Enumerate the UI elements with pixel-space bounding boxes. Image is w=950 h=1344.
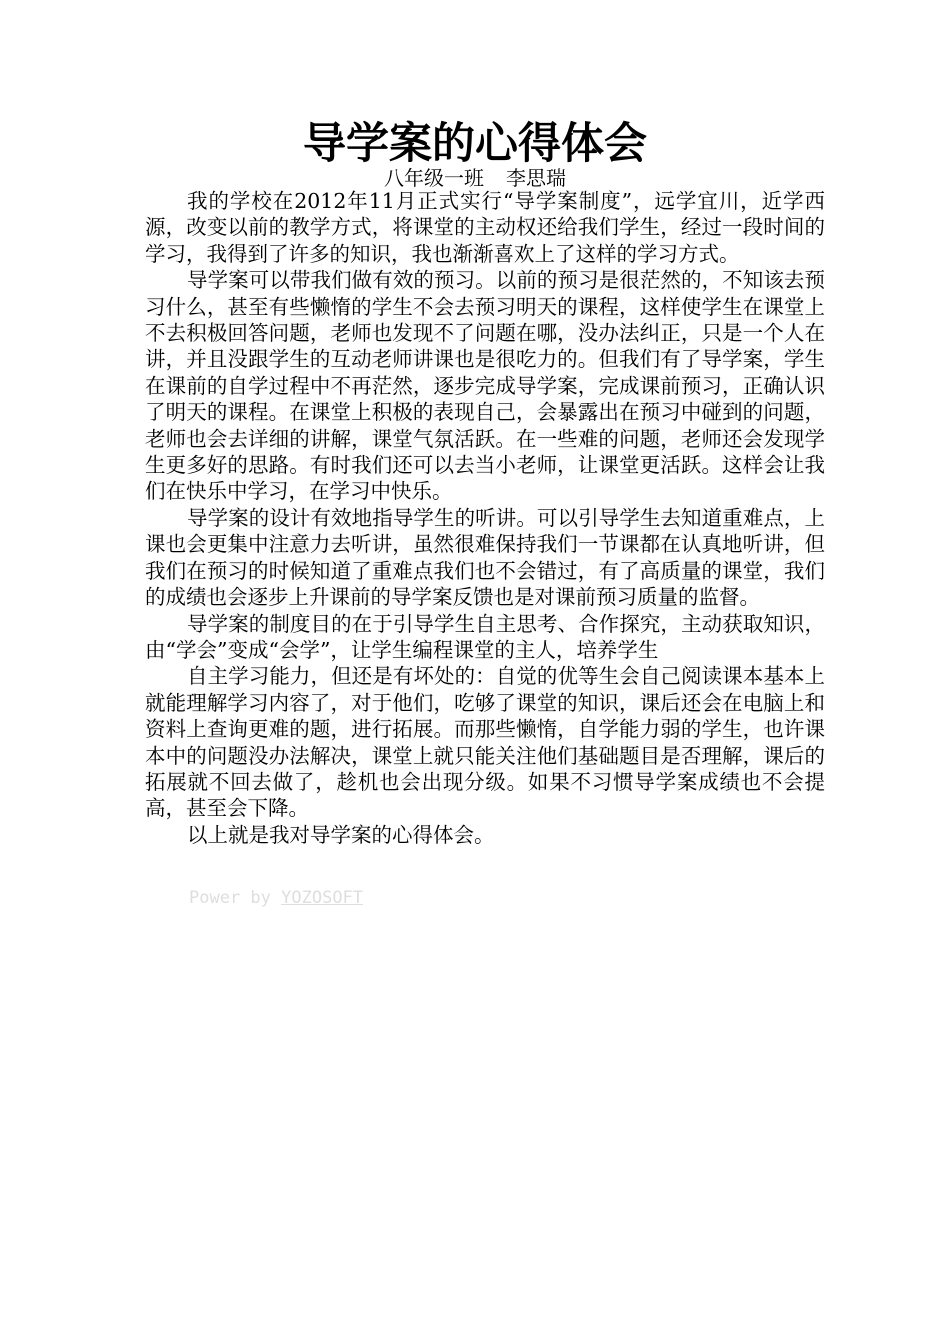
paragraph-intro: 我的学校在2012年11月正式实行“导学案制度”，远学宜川，近学西源，改变以前的教学方式，将课堂的主动权还给我们学生，经过一段时间的学习，我得到了许多的知识，我也渐渐喜欢上了这样的学习方式。 <box>145 189 825 266</box>
paragraph-conclusion: 以上就是我对导学案的心得体会。 <box>187 822 495 847</box>
watermark-prefix: Power by <box>189 888 271 908</box>
paragraph-purpose: 导学案的制度目的在于引导学生自主思考、合作探究，主动获取知识，由“学会”变成“会学”，让学生编程课堂的主人，培养学生 <box>145 611 825 662</box>
paragraph-preview: 导学案可以带我们做有效的预习。以前的预习是很茫然的，不知该去预习什么，甚至有些懒惰的学生不会去预习明天的课程，这样使学生在课堂上不去积极回答问题，老师也发现不了问题在哪，没办法纠正，只是一个人在讲，并且没跟学生的互动老师讲课也是很吃力的。但我们有了导学案，学生在课前的自学过程中不再茫然，逐步完成导学案，完成课前预习，正确认识了明天的课程。在课堂上积极的表现自己，会暴露出在预习中碰到的问题，老师也会去详细的讲解，课堂气氛活跃。在一些难的问题，老师还会发现学生更多好的思路。有时我们还可以去当小老师，让课堂更活跃。这样会让我们在快乐中学习，在学习中快乐。 <box>145 268 825 504</box>
document-body <box>145 188 825 848</box>
author-class: 八年级一班 <box>384 166 484 190</box>
paragraph-drawbacks: 自主学习能力，但还是有坏处的：自觉的优等生会自己阅读课本基本上就能理解学习内容了，对于他们，吃够了课堂的知识，课后还会在电脑上和资料上查询更难的题，进行拓展。而那些懒惰，自学能力弱的学生，也许课本中的问题没办法解决，课堂上就只能关注他们基础题目是否理解，课后的拓展就不回去做了，趁机也会出现分级。如果不习惯导学案成绩也不会提高，甚至会下降。 <box>145 664 825 821</box>
author-byline <box>0 166 950 190</box>
paragraph-listening: 导学案的设计有效地指导学生的听讲。可以引导学生去知道重难点，上课也会更集中注意力去听讲，虽然很难保持我们一节课都在认真地听讲，但我们在预习的时候知道了重难点我们也不会错过，有了高质量的课堂，我们的成绩也会逐步上升课前的导学案反馈也是对课前预习质量的监督。 <box>145 505 825 610</box>
author-name: 李思瑞 <box>506 166 566 190</box>
watermark-brand-link[interactable]: YOZOSOFT <box>281 888 364 908</box>
watermark <box>189 887 363 909</box>
document-title: 导学案的心得体会 <box>303 119 647 169</box>
